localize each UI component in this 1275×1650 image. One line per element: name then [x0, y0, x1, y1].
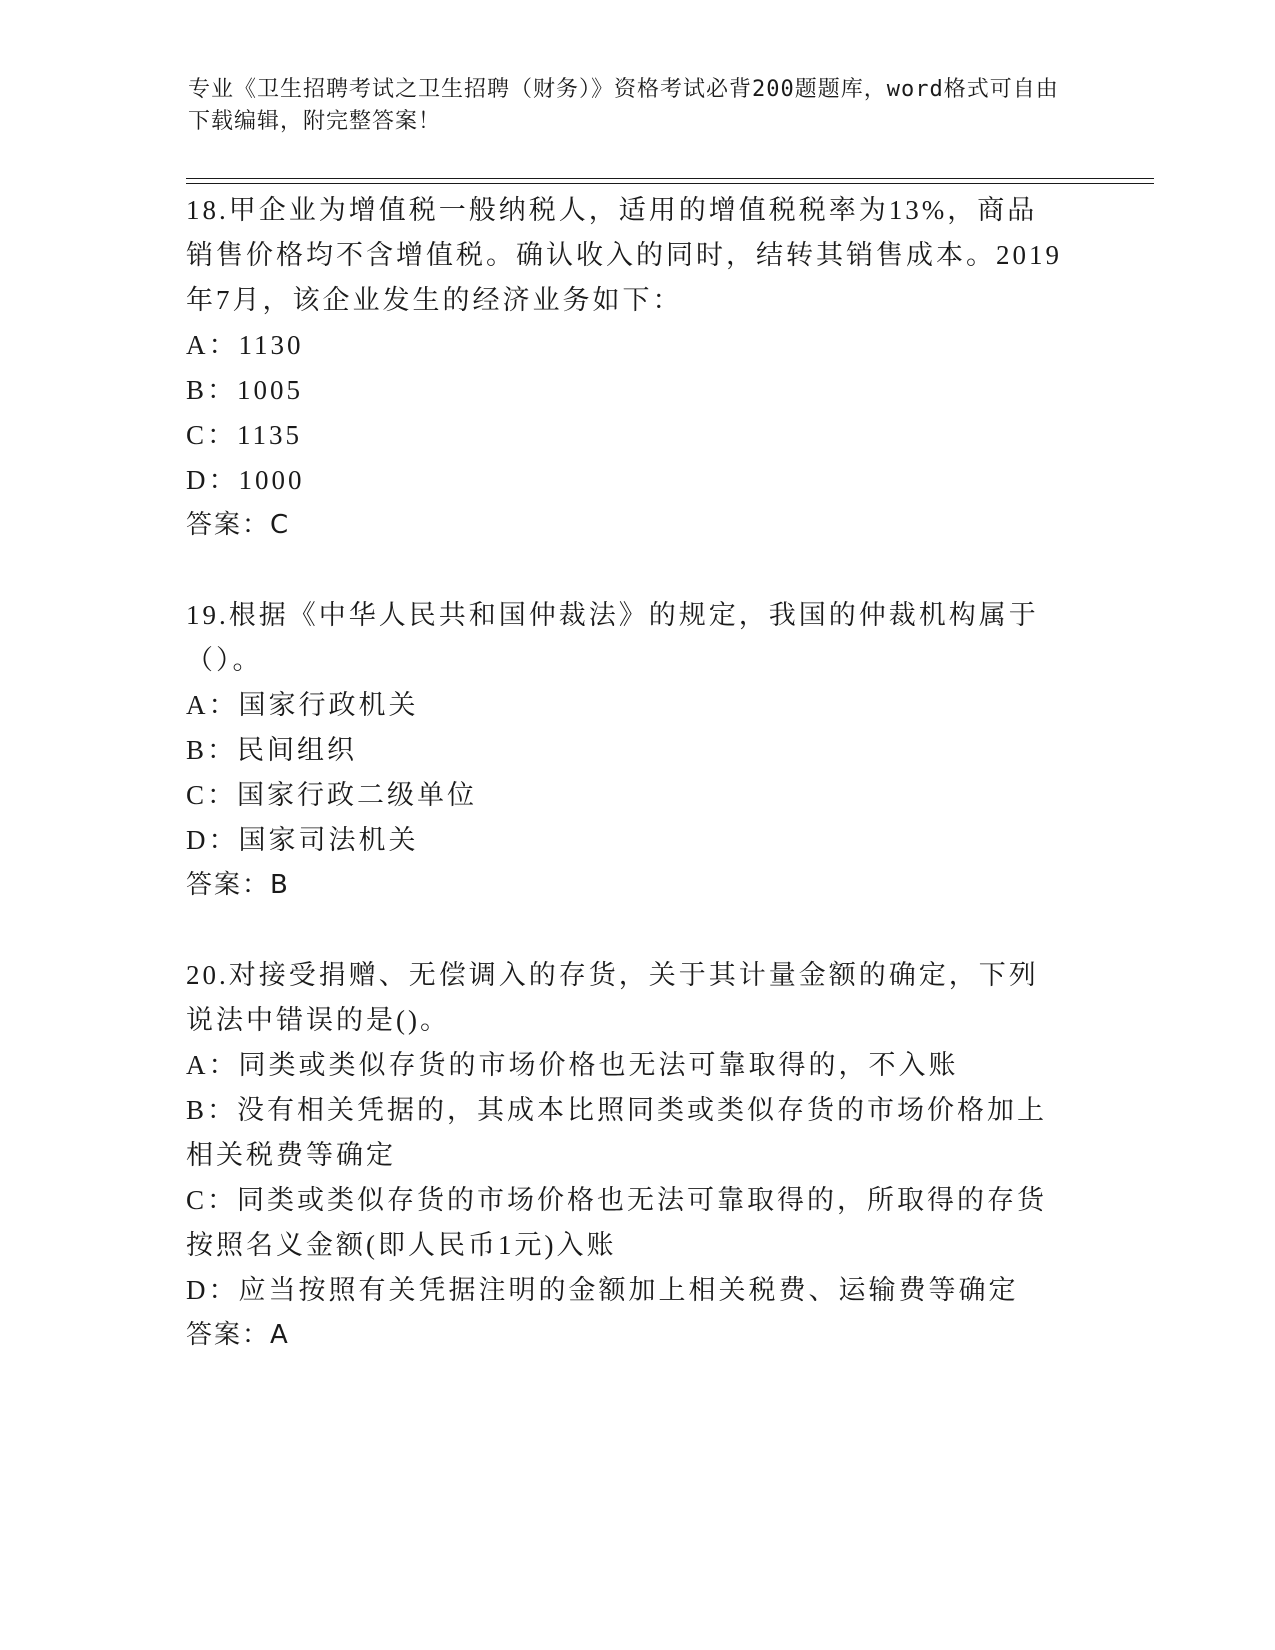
header-title: 专业《卫生招聘考试之卫生招聘（财务）》资格考试必背200题题库，word格式可自由下载编辑，附完整答案！ — [188, 77, 1059, 134]
question-stem: 20.对接受捐赠、无偿调入的存货，关于其计量金额的确定，下列说法中错误的是()。 — [186, 960, 1039, 1035]
option-a: A：国家行政机关 — [186, 690, 419, 720]
option-d: D：应当按照有关凭据注明的金额加上相关税费、运输费等确定 — [186, 1275, 1019, 1305]
option-b: B：1005 — [186, 375, 304, 405]
header-rule-bottom — [186, 183, 1154, 184]
question-18 — [186, 188, 1066, 548]
option-d: D：国家司法机关 — [186, 825, 419, 855]
option-c: C：同类或类似存货的市场价格也无法可靠取得的，所取得的存货按照名义金额(即人民币1元)入账 — [186, 1185, 1048, 1260]
answer-text: 答案：A — [186, 1320, 290, 1350]
option-c: C：国家行政二级单位 — [186, 780, 478, 810]
option-a: A：1130 — [186, 330, 304, 360]
option-d: D：1000 — [186, 465, 305, 495]
header-rule-top — [186, 178, 1154, 179]
question-19 — [186, 593, 1066, 908]
question-stem: 18.甲企业为增值税一般纳税人，适用的增值税税率为13%，商品销售价格均不含增值税。确认收入的同时，结转其销售成本。2019年7月，该企业发生的经济业务如下： — [186, 195, 1062, 315]
option-c: C：1135 — [186, 420, 303, 450]
question-20 — [186, 953, 1066, 1358]
option-b: B：民间组织 — [186, 735, 358, 765]
option-b: B：没有相关凭据的，其成本比照同类或类似存货的市场价格加上相关税费等确定 — [186, 1095, 1048, 1170]
question-list — [186, 188, 1066, 1403]
document-header — [188, 74, 1068, 138]
question-stem: 19.根据《中华人民共和国仲裁法》的规定，我国的仲裁机构属于（）。 — [186, 600, 1039, 675]
answer-text: 答案：B — [186, 870, 290, 900]
option-a: A：同类或类似存货的市场价格也无法可靠取得的，不入账 — [186, 1050, 959, 1080]
answer-text: 答案：C — [186, 510, 291, 540]
